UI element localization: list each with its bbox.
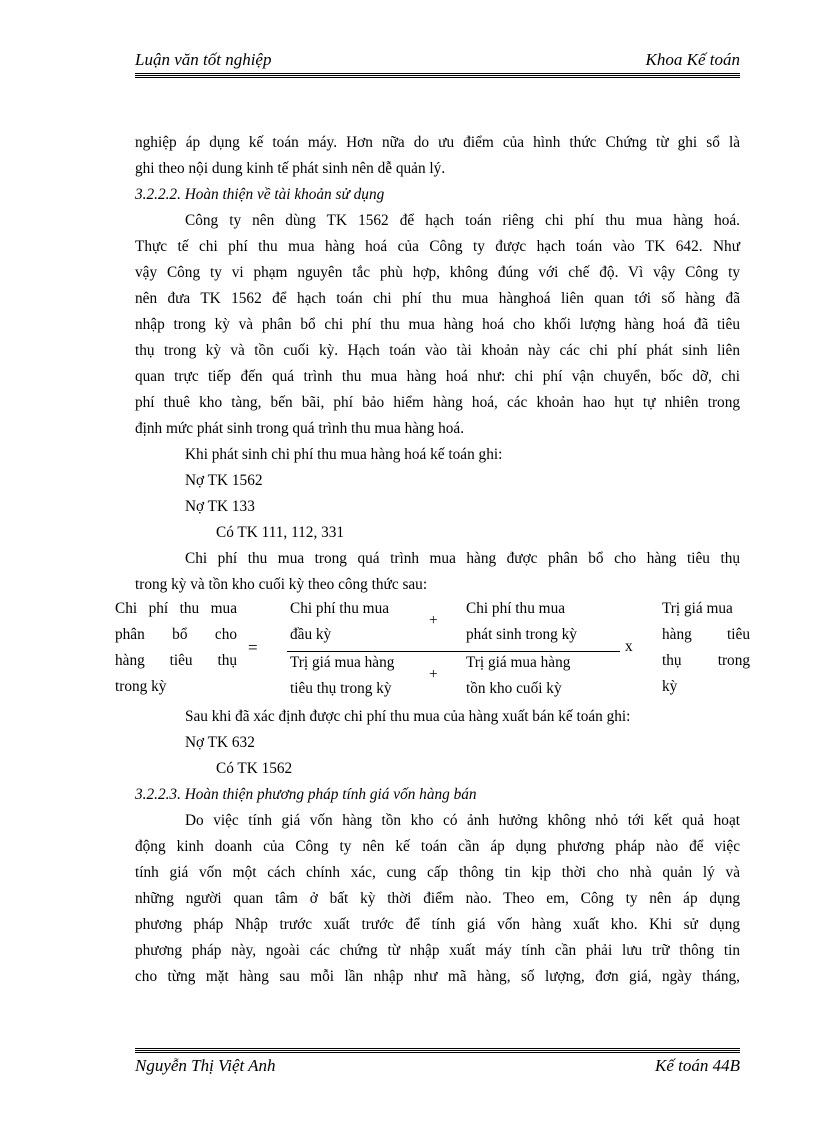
paragraph-line: Do việc tính giá vốn hàng tồn kho có ảnh hưởng không nhỏ tới kết quả hoạt [185, 812, 740, 829]
formula-plus: + [429, 612, 438, 629]
formula-rhs-line: Trị giá mua [662, 600, 733, 617]
paragraph-line: thụ trong kỳ và tồn cuối kỳ. Hạch toán vào tài khoản này các chi phí phát sinh liên [135, 342, 740, 359]
journal-credit: Có TK 111, 112, 331 [216, 524, 345, 541]
paragraph-line: phương pháp Nhập trước xuất trước để tính giá vốn hàng xuất kho. Khi sử dụng [135, 916, 740, 933]
body-line: trong kỳ và tồn kho cuối kỳ theo công thức sau: [135, 576, 428, 593]
formula-denominator-a: Trị giá mua hàng [290, 654, 395, 671]
formula-rhs-line: thụ trong [662, 652, 750, 669]
formula-lhs-line: trong kỳ [115, 678, 167, 695]
header-rule [135, 73, 740, 78]
footer-class: Kế toán 44B [655, 1056, 740, 1075]
paragraph-line: Công ty nên dùng TK 1562 để hạch toán riêng chi phí thu mua hàng hoá. [185, 212, 740, 229]
header-faculty: Khoa Kế toán [645, 50, 740, 69]
footer-rule [135, 1048, 740, 1053]
body-line: Chi phí thu mua trong quá trình mua hàng được phân bổ cho hàng tiêu thụ [185, 550, 740, 567]
paragraph-line: tính giá vốn một cách chính xác, cung cấp thông tin kịp thời cho nhà quản lý và [135, 864, 740, 881]
formula-denominator-b: tồn kho cuối kỳ [466, 680, 562, 697]
journal-credit: Có TK 1562 [216, 760, 293, 777]
paragraph-line: những người quan tâm ở bất kỳ thời điểm nào. Theo em, Công ty nên áp dụng [135, 890, 740, 907]
formula-numerator-a: đầu kỳ [290, 626, 332, 643]
formula-rhs-line: hàng tiêu [662, 626, 750, 643]
paragraph-line: Thực tế chi phí thu mua hàng hoá của Công ty được hạch toán vào TK 642. Như [135, 238, 740, 255]
formula-denominator-a: tiêu thụ trong kỳ [290, 680, 392, 697]
formula-numerator-b: phát sinh trong kỳ [466, 626, 577, 643]
formula-denominator-b: Trị giá mua hàng [466, 654, 571, 671]
formula-times: x [625, 638, 633, 655]
fraction-bar [287, 651, 620, 652]
paragraph-line: phí thuê kho tàng, bến bãi, phí bảo hiểm hàng hoá, các khoản hao hụt tự nhiên trong [135, 394, 740, 411]
formula-equals: = [248, 638, 258, 657]
paragraph-line: vậy Công ty vi phạm nguyên tắc phù hợp, không đúng với chế độ. Vì vậy Công ty [135, 264, 740, 281]
formula-numerator-b: Chi phí thu mua [466, 600, 566, 617]
page-footer [135, 1056, 740, 1082]
allocation-formula [115, 596, 755, 706]
formula-rhs-line: kỳ [662, 678, 678, 695]
section-heading-3-2-2-2: 3.2.2.2. Hoàn thiện về tài khoản sử dụng [135, 186, 385, 203]
paragraph-line: phương pháp này, ngoài các chứng từ nhập xuất máy tính cần phải lưu trữ thông tin [135, 942, 740, 959]
section-heading-3-2-2-3: 3.2.2.3. Hoàn thiện phương pháp tính giá vốn hàng bán [135, 786, 477, 803]
formula-lhs-line: Chi phí thu mua [115, 600, 237, 617]
body-line: ghi theo nội dung kinh tế phát sinh nên dễ quản lý. [135, 160, 446, 177]
footer-author: Nguyễn Thị Việt Anh [135, 1056, 276, 1075]
header-thesis-title: Luận văn tốt nghiệp [135, 50, 272, 69]
formula-lhs-line: phân bổ cho [115, 626, 237, 643]
paragraph-line: động kinh doanh của Công ty nên kế toán cần áp dụng phương pháp nào để việc [135, 838, 740, 855]
journal-debit: Nợ TK 1562 [185, 472, 263, 489]
paragraph-line: nên đưa TK 1562 để hạch toán chi phí thu mua hànghoá liên quan tới số hàng đã [135, 290, 740, 307]
paragraph-line: nhập trong kỳ và phân bổ chi phí thu mua hàng hoá cho khối lượng hàng hoá đã tiêu [135, 316, 740, 333]
body-line: Sau khi đã xác định được chi phí thu mua của hàng xuất bán kế toán ghi: [185, 708, 631, 725]
paragraph-line: định mức phát sinh trong quá trình thu mua hàng hoá. [135, 420, 465, 437]
body-line: nghiệp áp dụng kế toán máy. Hơn nữa do ưu điểm của hình thức Chứng từ ghi sổ là [135, 134, 740, 151]
paragraph-line: quan trực tiếp đến quá trình thu mua hàng hoá như: chi phí vận chuyển, bốc dỡ, chi [135, 368, 740, 385]
journal-debit: Nợ TK 632 [185, 734, 255, 751]
body-line: Khi phát sinh chi phí thu mua hàng hoá kế toán ghi: [185, 446, 503, 463]
paragraph-line: cho từng mặt hàng sau mỗi lần nhập như mã hàng, số lượng, đơn giá, ngày tháng, [135, 968, 740, 985]
formula-plus: + [429, 666, 438, 683]
journal-debit: Nợ TK 133 [185, 498, 255, 515]
formula-lhs-line: hàng tiêu thụ [115, 652, 237, 669]
formula-numerator-a: Chi phí thu mua [290, 600, 390, 617]
